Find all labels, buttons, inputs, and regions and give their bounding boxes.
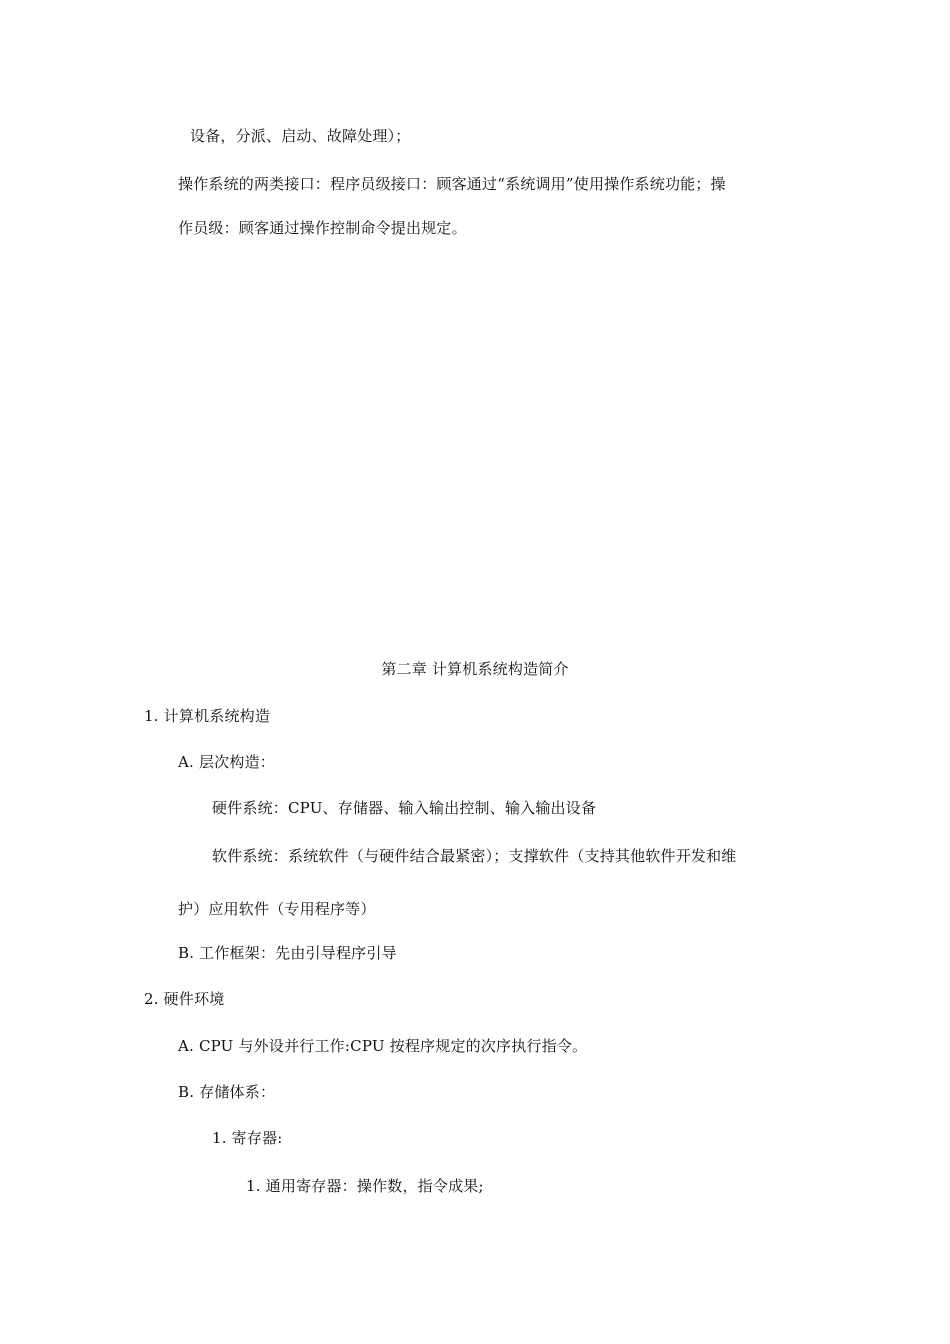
- software-system-line: 软件系统：系统软件（与硬件结合最紧密）；支撑软件（支持其他软件开发和维: [212, 847, 737, 865]
- register-item: 1. 寄存器:: [212, 1129, 283, 1147]
- general-register-item: 1. 通用寄存器：操作数，指令成果;: [246, 1177, 484, 1195]
- section-1-a-heading: A. 层次构造：: [178, 753, 275, 771]
- software-system-continuation: 护）应用软件（专用程序等）: [178, 900, 376, 918]
- continuation-line-2: 操作系统的两类接口：程序员级接口：顾客通过“系统调用”使用操作系统功能；操: [178, 175, 726, 193]
- section-2-heading: 2. 硬件环境: [144, 990, 225, 1008]
- section-2-a-heading: A. CPU 与外设并行工作:CPU 按程序规定的次序执行指令。: [178, 1037, 588, 1055]
- section-1-heading: 1. 计算机系统构造: [144, 707, 271, 725]
- chapter-title: 第二章 计算机系统构造简介: [381, 660, 569, 678]
- hardware-system-line: 硬件系统：CPU、存储器、输入输出控制、输入输出设备: [212, 799, 597, 817]
- continuation-line-1: 设备，分派、启动、故障处理）；: [190, 127, 411, 145]
- section-1-b-heading: B. 工作框架：先由引导程序引导: [178, 944, 397, 962]
- continuation-line-3: 作员级：顾客通过操作控制命令提出规定。: [178, 219, 467, 237]
- section-2-b-heading: B. 存储体系：: [178, 1083, 276, 1101]
